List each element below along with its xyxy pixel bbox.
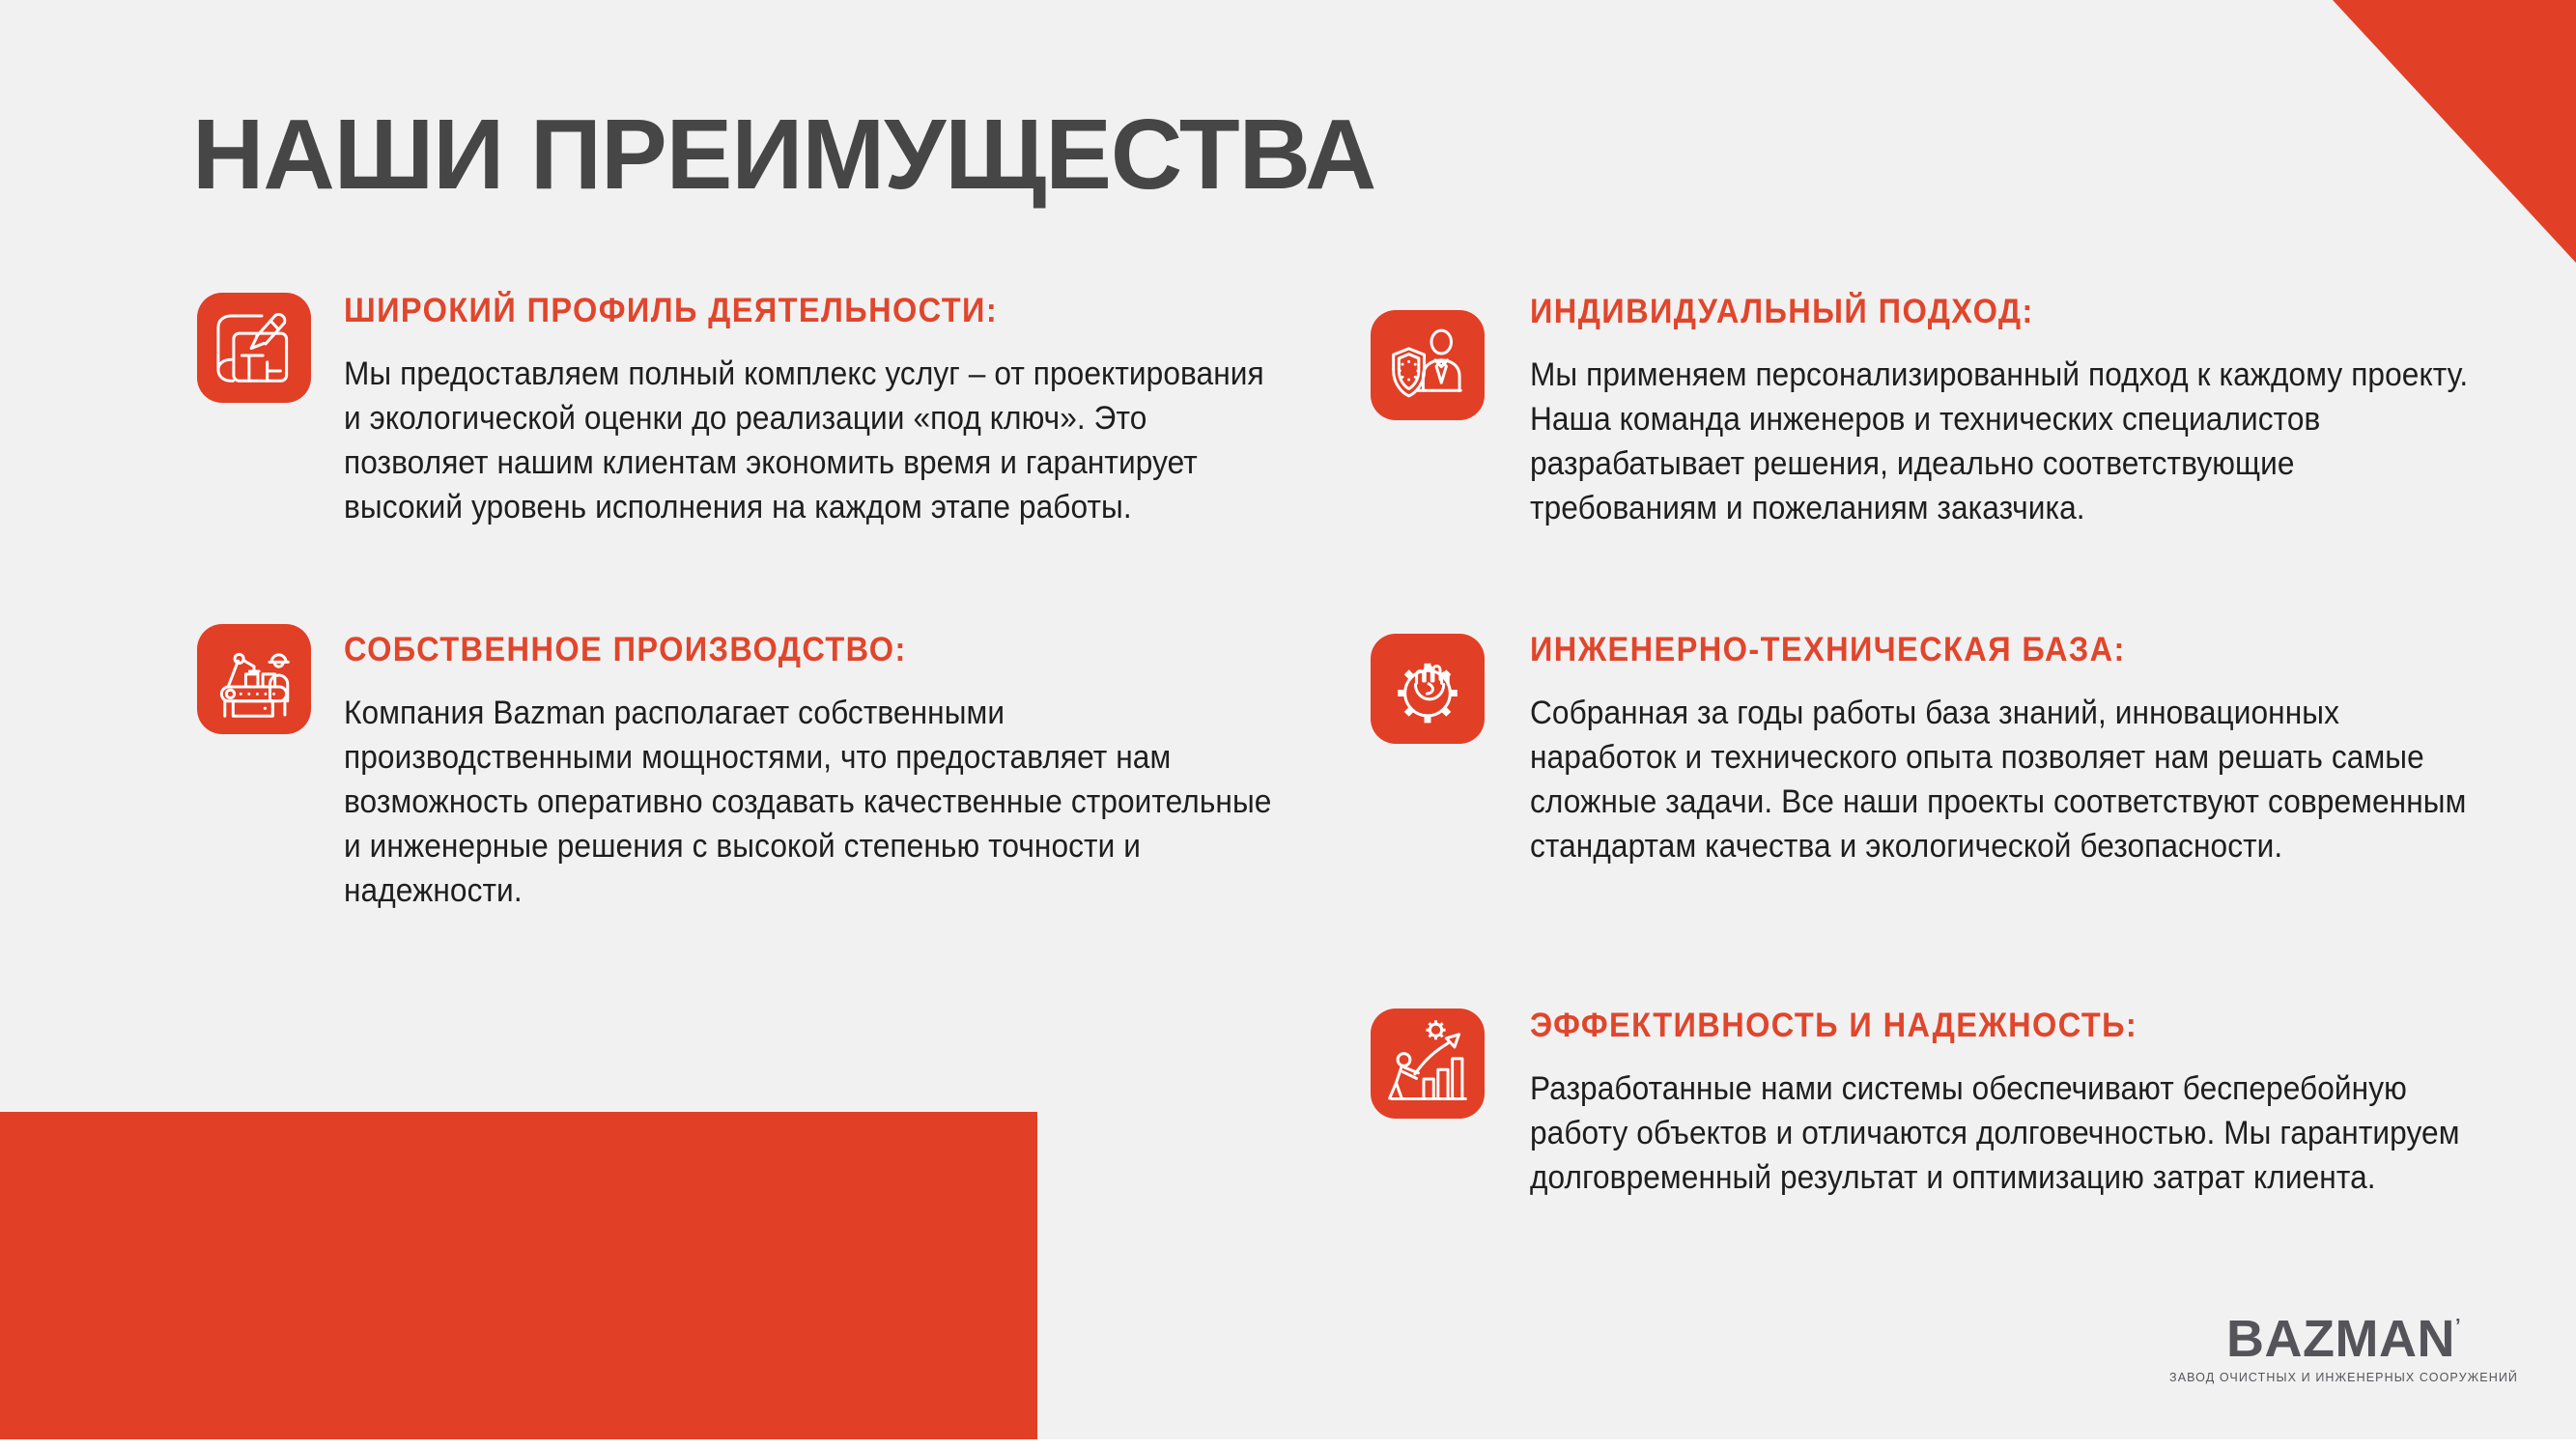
feature-text bbox=[1530, 629, 2482, 868]
blueprint-pencil-icon bbox=[197, 293, 311, 403]
feature-heading: ЭФФЕКТИВНОСТЬ И НАДЕЖНОСТЬ: bbox=[1530, 1007, 2138, 1044]
feature-text bbox=[1530, 1005, 2482, 1200]
feature-body: Мы предоставляем полный комплекс услуг – от проектирования и экологической оценки до реализации «под ключ». Это позволяет нашим клиентам экономить время и гарантирует высокий уровень исполнения на каждом этапе работы. bbox=[344, 355, 1264, 526]
feature-heading: ШИРОКИЙ ПРОФИЛЬ ДЕЯТЕЛЬНОСТИ: bbox=[344, 292, 999, 329]
logo-tagline: ЗАВОД ОЧИСТНЫХ И ИНЖЕНЕРНЫХ СООРУЖЕНИЙ bbox=[2169, 1371, 2518, 1384]
feature-text bbox=[1530, 291, 2482, 530]
logo-wordmark: BAZMAN’ bbox=[2226, 1310, 2462, 1368]
feature-heading: ИНДИВИДУАЛЬНЫЙ ПОДХОД: bbox=[1530, 293, 2034, 330]
bottom-white-strip bbox=[0, 1439, 2576, 1449]
title-accent-bar bbox=[107, 0, 121, 235]
feature-body: Мы применяем персонализированный подход к каждому проекту. Наша команда инженеров и технических специалистов разрабатывает решения, идеально соответствующие требованиям и пожеланиям заказчика. bbox=[1530, 356, 2469, 526]
factory-conveyor-icon bbox=[197, 624, 311, 734]
feature-body: Разработанные нами системы обеспечивают бесперебойную работу объектов и отличаются долговечностью. Мы гарантируем долговременный результат и оптимизацию затрат клиента. bbox=[1530, 1070, 2460, 1196]
logo-trademark: ’ bbox=[2454, 1316, 2462, 1337]
feature-body: Компания Bazman располагает собственными производственными мощностями, что предоставляет нам возможность оперативно создавать качественные строительные и инженерные решения с высокой степенью точности и надежности. bbox=[344, 695, 1272, 909]
bottom-accent-block bbox=[0, 1112, 1037, 1439]
feature-heading: СОБСТВЕННОЕ ПРОИЗВОДСТВО: bbox=[344, 631, 907, 668]
logo bbox=[2169, 1312, 2518, 1385]
corner-triangle-decoration bbox=[2333, 0, 2576, 263]
growth-chart-icon bbox=[1371, 1009, 1485, 1119]
feature-text bbox=[344, 290, 1276, 529]
gear-fist-icon bbox=[1371, 634, 1485, 744]
feature-body: Собранная за годы работы база знаний, инновационных наработок и технического опыта позволяет нам решать самые сложные задачи. Все наши проекты соответствуют современным стандартам качества и экологической безопасности. bbox=[1530, 695, 2467, 865]
feature-heading: ИНЖЕНЕРНО-ТЕХНИЧЕСКАЯ БАЗА: bbox=[1530, 631, 2126, 668]
shield-person-icon bbox=[1371, 310, 1485, 420]
page-title: НАШИ ПРЕИМУЩЕСТВА bbox=[192, 99, 1376, 210]
feature-text bbox=[344, 629, 1276, 913]
